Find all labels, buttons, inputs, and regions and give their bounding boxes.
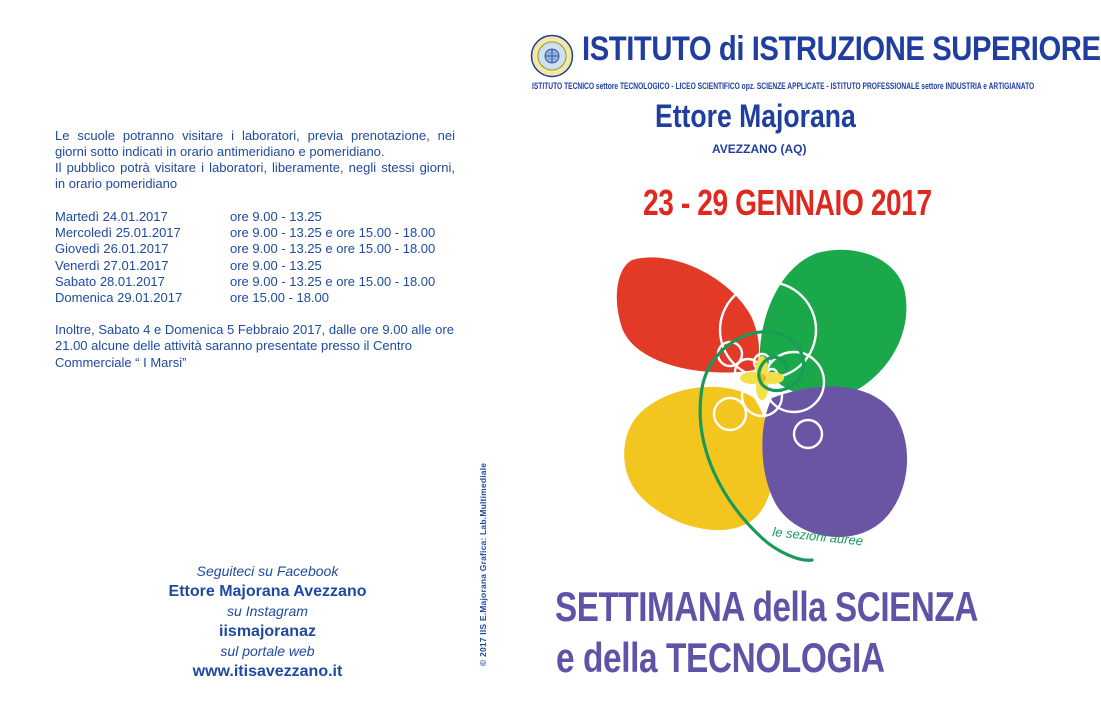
golden-section-flower-graphic: [612, 248, 916, 568]
schedule-row: [55, 225, 475, 241]
graphic-caption: le sezioni auree: [771, 524, 864, 549]
school-name: Ettore Majorana: [655, 98, 856, 134]
facebook-label: Seguiteci su Facebook: [196, 563, 339, 579]
credit-line: © 2017 IIS E.Majorana Grafica: Lab.Multimediale: [478, 462, 488, 666]
facebook-page-name[interactable]: Ettore Majorana Avezzano: [168, 583, 367, 600]
schedule-hours: ore 9.00 - 13.25: [230, 209, 322, 224]
institute-title: ISTITUTO di ISTRUZIONE SUPERIORE: [582, 30, 1101, 68]
intro-text: [55, 128, 455, 192]
intro-paragraph-public: Il pubblico potrà visitare i laboratori, liberamente, negli stessi giorni, in orario pomeridiano: [55, 160, 455, 191]
schedule-row: [55, 209, 475, 225]
schedule-hours: ore 9.00 - 13.25 e ore 15.00 - 18.00: [230, 241, 436, 257]
schedule-day: Giovedì 26.01.2017: [55, 241, 169, 257]
event-title-line1: SETTIMANA della SCIENZA: [555, 583, 978, 630]
social-block: [55, 562, 480, 682]
event-dates: 23 - 29 GENNAIO 2017: [643, 182, 932, 223]
schedule-day: Venerdì 27.01.2017: [55, 257, 169, 273]
institute-subtitle: ISTITUTO TECNICO settore TECNOLOGICO - LICEO SCIENTIFICO opz. SCIENZE APPLICATE - ISTITUTO PROFESSIONALE settore INDUSTRIA e ARTIGIANATO: [532, 81, 1035, 91]
schedule-day: Sabato 28.01.2017: [55, 273, 165, 289]
red-petal: [617, 257, 759, 372]
schedule-hours: ore 9.00 - 13.25 e ore 15.00 - 18.00: [230, 273, 436, 289]
web-label: sul portale web: [220, 643, 315, 659]
schedule-row: [55, 241, 475, 257]
schedule-day: Mercoledì 25.01.2017: [55, 225, 181, 241]
schedule-day: Martedì 24.01.2017: [55, 209, 168, 224]
intro-paragraph-schools: Le scuole potranno visitare i laboratori, previa prenotazione, nei giorni sotto indicati in orario antimeridiano e pomeridiano.: [55, 128, 455, 159]
schedule-table: [55, 209, 475, 306]
schedule-hours: ore 9.00 - 13.25: [230, 257, 322, 273]
school-city: AVEZZANO (AQ): [712, 142, 807, 156]
extra-event-text: Inoltre, Sabato 4 e Domenica 5 Febbraio 2017, dalle ore 9.00 alle ore 21.00 alcune delle attività saranno presentate presso il Centro Commerciale “ I Marsi”: [55, 322, 454, 370]
school-seal-logo: [530, 34, 574, 78]
schedule-day: Domenica 29.01.2017: [55, 289, 183, 305]
schedule-hours: ore 9.00 - 13.25 e ore 15.00 - 18.00: [230, 225, 436, 241]
instagram-handle[interactable]: iismajoranaz: [219, 623, 316, 640]
website-link[interactable]: www.itisavezzano.it: [192, 663, 343, 680]
instagram-label: su Instagram: [227, 603, 308, 619]
event-title-line2: e della TECNOLOGIA: [556, 634, 885, 681]
back-cover-panel: [0, 0, 512, 724]
schedule-hours: ore 15.00 - 18.00: [230, 289, 330, 305]
schedule-row: [55, 290, 475, 306]
schedule-row: [55, 258, 475, 274]
schedule-row: [55, 274, 475, 290]
